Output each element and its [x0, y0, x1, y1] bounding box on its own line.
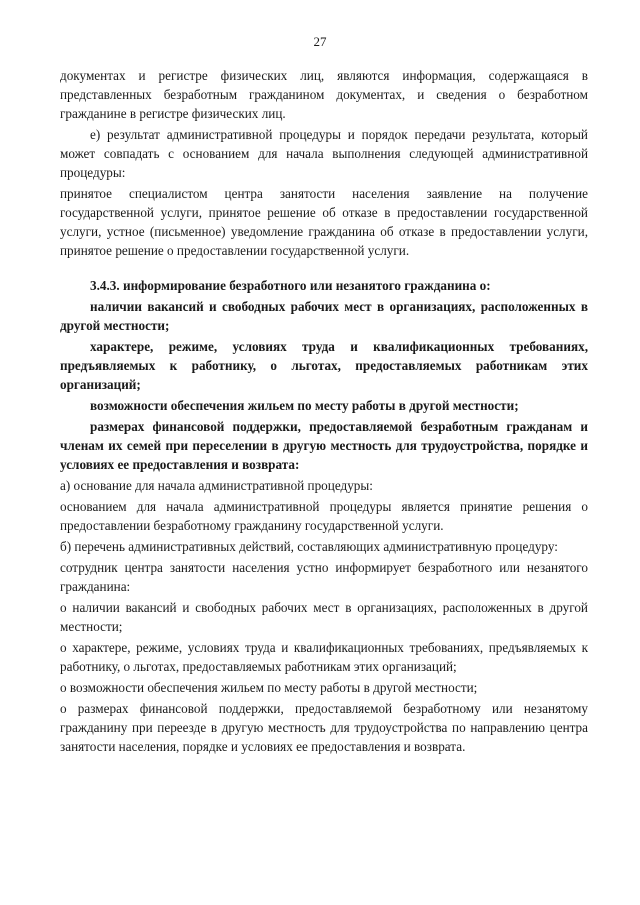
body-paragraph: е) результат административной процедуры и порядок передачи результата, который может совпадать с основанием для начала выполнения следующей административной процедуры: [60, 127, 588, 180]
section-heading-paragraph: характере, режиме, условиях труда и квалификационных требованиях, предъявляемых к работнику, о льготах, предоставляемых работникам этих организаций; [60, 339, 588, 392]
body-paragraph: принятое специалистом центра занятости населения заявление на получение государственной услуги, принятое решение об отказе в предоставлении государственной услуги, устное (письменное) уведомление гражданина об отказе в предоставлении услуги, принятое решение о предоставлении государственной услуги. [60, 186, 588, 258]
section-heading-paragraph: наличии вакансий и свободных рабочих мест в организациях, расположенных в другой местности; [60, 299, 588, 333]
body-paragraph: а) основание для начала административной процедуры: [60, 478, 373, 493]
body-paragraph: б) перечень административных действий, составляющих административную процедуру: [60, 539, 558, 554]
section-heading-paragraph: размерах финансовой поддержки, предоставляемой безработным гражданам и членам их семей при переселении в другую местность для трудоустройства, порядке и условиях ее предоставления и возврата: [60, 419, 588, 472]
body-paragraph: основанием для начала административной процедуры является принятие решения о предоставлении безработному гражданину государственной услуги. [60, 499, 588, 533]
body-paragraph: документах и регистре физических лиц, являются информация, содержащаяся в представленных безработным гражданином документах, и сведения о безработном гражданине в регистре физических лиц. [60, 68, 588, 121]
body-paragraph: сотрудник центра занятости населения устно информирует безработного или незанятого гражданина: [60, 560, 588, 594]
body-paragraph: о размерах финансовой поддержки, предоставляемой безработному или незанятому гражданину при переезде в другую местность для трудоустройства по направлению центра занятости населения, порядке и условиях ее предоставления и возврата. [60, 701, 588, 754]
document-body [60, 66, 588, 758]
body-paragraph: о возможности обеспечения жильем по месту работы в другой местности; [60, 680, 478, 695]
section-gap [60, 262, 588, 276]
body-paragraph: о наличии вакансий и свободных рабочих мест в организациях, расположенных в другой местности; [60, 600, 588, 634]
section-heading-paragraph: возможности обеспечения жильем по месту работы в другой местности; [90, 398, 519, 413]
page-number: 27 [313, 34, 327, 49]
body-paragraph: о характере, режиме, условиях труда и квалификационных требованиях, предъявляемых к работнику, о льготах, предоставляемых работникам этих организаций; [60, 640, 588, 674]
section-heading-paragraph: 3.4.3. информирование безработного или незанятого гражданина о: [90, 278, 491, 293]
